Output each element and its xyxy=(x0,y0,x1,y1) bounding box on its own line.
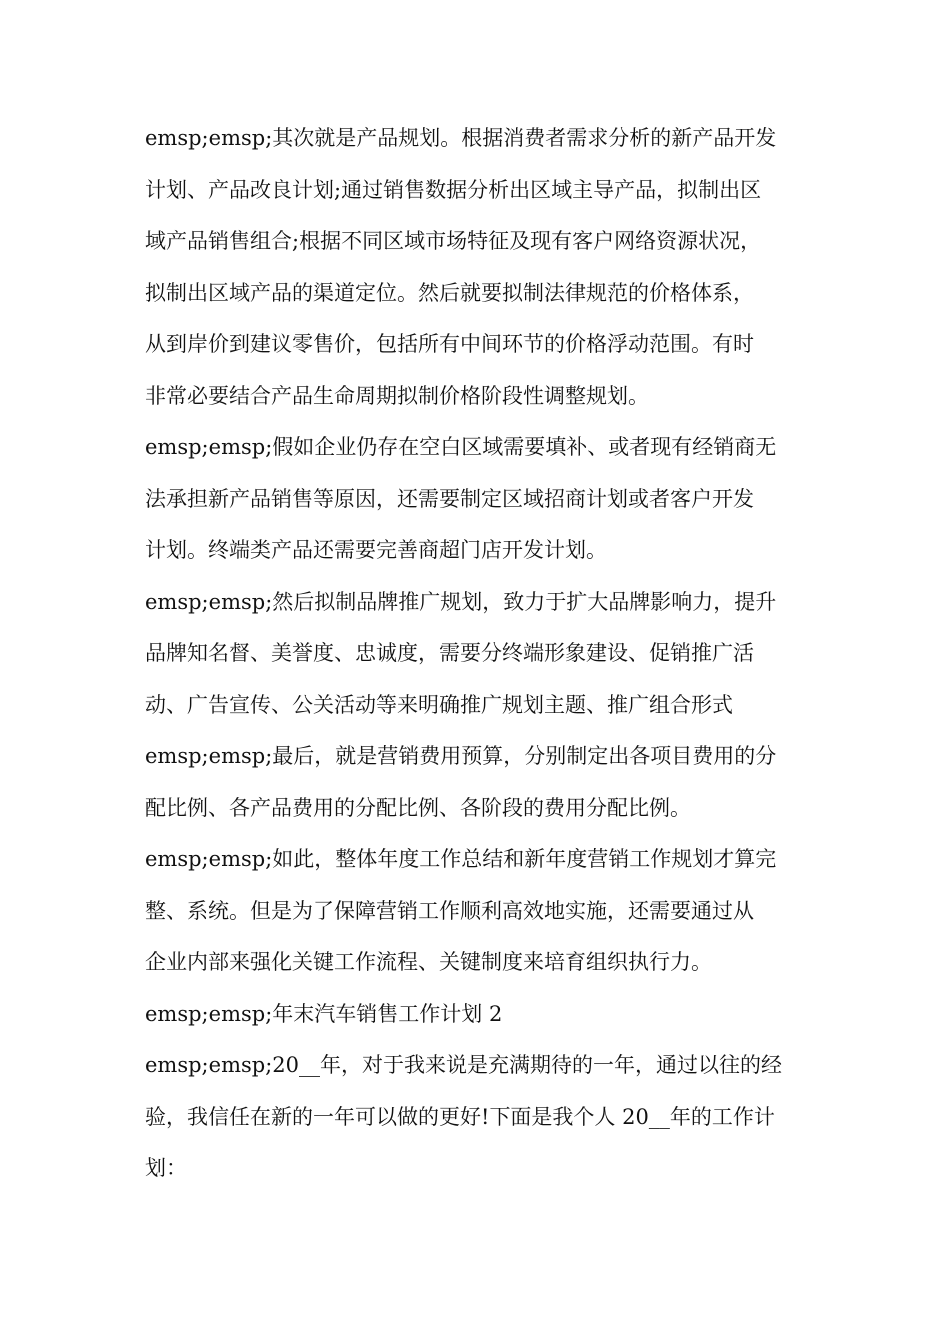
text-line: 企业内部来强化关键工作流程、关键制度来培育组织执行力。 xyxy=(145,950,712,974)
text-line: 非常必要结合产品生命周期拟制价格阶段性调整规划。 xyxy=(145,383,649,408)
text-line: emsp;emsp;假如企业仍存在空白区域需要填补、或者现有经销商无 xyxy=(145,435,777,459)
paragraph-budget xyxy=(145,737,807,840)
text-line: 划： xyxy=(145,1156,187,1180)
text-line: 整、系统。但是为了保障营销工作顺利高效地实施，还需要通过从 xyxy=(145,898,754,923)
paragraph-product-planning xyxy=(145,119,807,428)
text-line: emsp;emsp;最后，就是营销费用预算，分别制定出各项目费用的分 xyxy=(145,744,777,768)
text-line: emsp;emsp;20__年，对于我来说是充满期待的一年，通过以往的经 xyxy=(145,1053,782,1077)
text-line: 计划。终端类产品还需要完善商超门店开发计划。 xyxy=(145,538,607,562)
text-line: 从到岸价到建议零售价，包括所有中间环节的价格浮动范围。有时 xyxy=(145,332,754,356)
document-body xyxy=(145,119,807,1201)
text-line: 拟制出区域产品的渠道定位。然后就要拟制法律规范的价格体系， xyxy=(145,280,754,305)
text-line: 动、广告宣传、公关活动等来明确推广规划主题、推广组合形式 xyxy=(145,692,733,717)
text-line: emsp;emsp;然后拟制品牌推广规划，致力于扩大品牌影响力，提升 xyxy=(145,589,777,614)
section-heading xyxy=(145,995,807,1047)
heading-line: emsp;emsp;年末汽车销售工作计划 2 xyxy=(145,1001,503,1026)
text-line: 法承担新产品销售等原因，还需要制定区域招商计划或者客户开发 xyxy=(145,486,754,511)
text-line: 计划、产品改良计划;通过销售数据分析出区域主导产品，拟制出区 xyxy=(145,177,762,202)
text-line: emsp;emsp;如此，整体年度工作总结和新年度营销工作规划才算完 xyxy=(145,847,777,871)
paragraph-brand-promotion xyxy=(145,583,807,738)
text-line: 品牌知名督、美誉度、忠诚度，需要分终端形象建设、促销推广活 xyxy=(145,641,754,665)
text-line: 域产品销售组合;根据不同区域市场特征及现有客户网络资源状况， xyxy=(145,229,762,253)
text-line: 配比例、各产品费用的分配比例、各阶段的费用分配比例。 xyxy=(145,795,691,820)
paragraph-execution xyxy=(145,840,807,995)
paragraph-intro-plan xyxy=(145,1046,807,1201)
text-line: emsp;emsp;其次就是产品规划。根据消费者需求分析的新产品开发 xyxy=(145,126,777,150)
paragraph-channel-expansion xyxy=(145,428,807,583)
text-line: 验，我信任在新的一年可以做的更好!下面是我个人 20__年的工作计 xyxy=(145,1104,775,1129)
